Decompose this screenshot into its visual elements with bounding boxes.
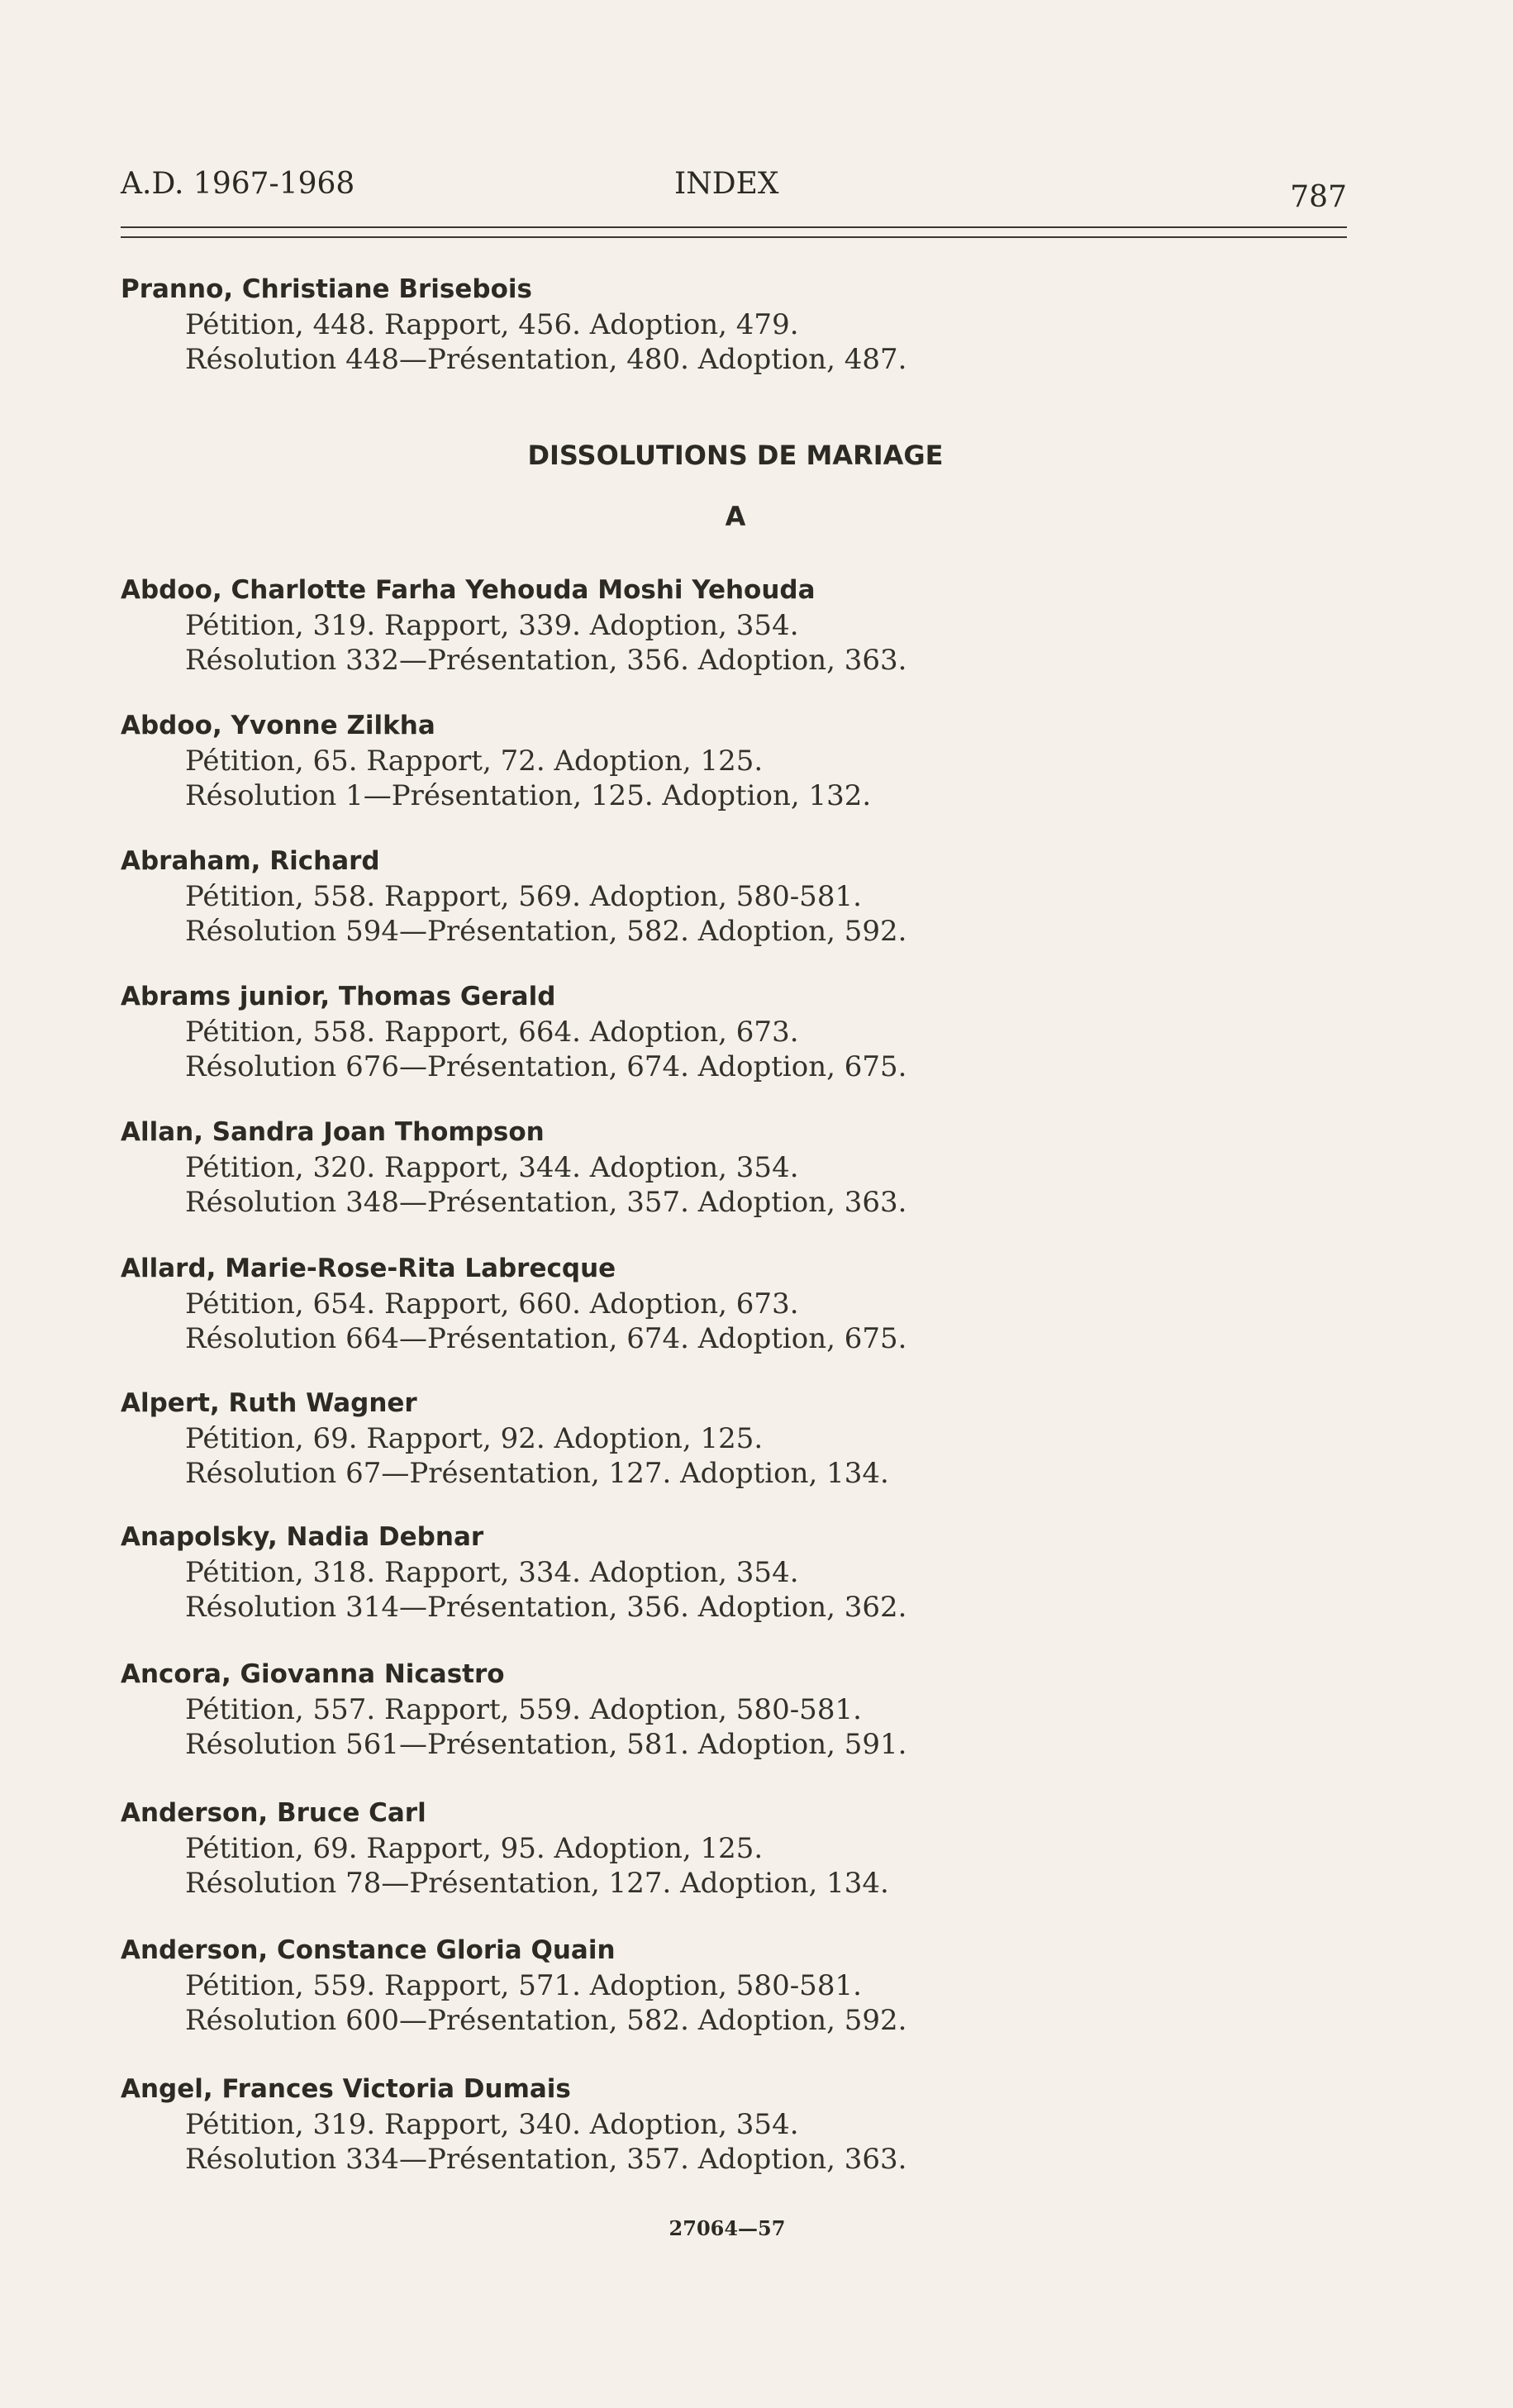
entry-petition-line: Pétition, 69. Rapport, 92. Adoption, 125. xyxy=(185,1422,764,1455)
entry-name: Anderson, Constance Gloria Quain xyxy=(121,1935,616,1965)
index-entry xyxy=(121,707,1344,813)
section-letter: A xyxy=(725,501,746,532)
entry-resolution-line: Résolution 561—Présentation, 581. Adoption, 591. xyxy=(185,1728,907,1761)
entry-resolution-line: Résolution 67—Présentation, 127. Adoption, 134. xyxy=(185,1457,889,1490)
index-entry xyxy=(121,2071,1344,2177)
header-rule-top xyxy=(121,226,1347,228)
index-entry xyxy=(121,1519,1344,1625)
index-entry xyxy=(121,1250,1344,1356)
entry-petition-line: Pétition, 319. Rapport, 340. Adoption, 354. xyxy=(185,2108,799,2141)
entry-petition-line: Pétition, 558. Rapport, 664. Adoption, 673. xyxy=(185,1016,799,1049)
index-entry xyxy=(121,1795,1344,1901)
entry-name: Pranno, Christiane Brisebois xyxy=(121,274,532,304)
section-title: DISSOLUTIONS DE MARIAGE xyxy=(527,440,944,471)
entry-resolution-line: Résolution 1—Présentation, 125. Adoption, 132. xyxy=(185,779,872,812)
entry-resolution-line: Résolution 332—Présentation, 356. Adoption, 363. xyxy=(185,644,907,677)
index-entry-pranno xyxy=(121,271,1344,377)
entry-resolution-line: Résolution 334—Présentation, 357. Adoption, 363. xyxy=(185,2143,907,2176)
entry-petition-line: Pétition, 65. Rapport, 72. Adoption, 125. xyxy=(185,745,764,778)
entry-name: Alpert, Ruth Wagner xyxy=(121,1388,417,1418)
index-entry xyxy=(121,843,1344,949)
index-entry xyxy=(121,572,1344,678)
entry-resolution-line: Résolution 314—Présentation, 356. Adoption, 362. xyxy=(185,1591,907,1624)
index-entry xyxy=(121,1656,1344,1762)
entry-name: Allan, Sandra Joan Thompson xyxy=(121,1117,545,1147)
header-rule-bottom xyxy=(121,236,1347,238)
entry-petition-line: Pétition, 318. Rapport, 334. Adoption, 354. xyxy=(185,1556,799,1589)
index-entry xyxy=(121,978,1344,1084)
entry-name: Anapolsky, Nadia Debnar xyxy=(121,1522,484,1552)
entry-name: Angel, Frances Victoria Dumais xyxy=(121,2074,571,2104)
index-entry xyxy=(121,1932,1344,2038)
entry-petition-line: Pétition, 69. Rapport, 95. Adoption, 125. xyxy=(185,1832,764,1865)
header-title: INDEX xyxy=(674,167,779,201)
entry-name: Abdoo, Charlotte Farha Yehouda Moshi Yehouda xyxy=(121,575,816,605)
entry-resolution-line: Résolution 676—Présentation, 674. Adoption, 675. xyxy=(185,1050,907,1083)
entry-resolution-line: Résolution 78—Présentation, 127. Adoption, 134. xyxy=(185,1867,889,1900)
entry-name: Abdoo, Yvonne Zilkha xyxy=(121,711,435,740)
entry-name: Abraham, Richard xyxy=(121,846,380,876)
entry-resolution-line: Résolution 348—Présentation, 357. Adoption, 363. xyxy=(185,1186,907,1219)
header-years: A.D. 1967-1968 xyxy=(121,167,355,201)
entry-petition-line: Pétition, 654. Rapport, 660. Adoption, 673. xyxy=(185,1287,799,1321)
page-header xyxy=(121,162,1347,220)
entry-petition-line: Pétition, 557. Rapport, 559. Adoption, 580-581. xyxy=(185,1693,862,1726)
entry-name: Anderson, Bruce Carl xyxy=(121,1798,426,1828)
entry-petition-line: Pétition, 320. Rapport, 344. Adoption, 354. xyxy=(185,1151,799,1184)
index-entry xyxy=(121,1114,1344,1220)
entry-petition-line: Pétition, 558. Rapport, 569. Adoption, 580-581. xyxy=(185,880,862,913)
entry-name: Abrams junior, Thomas Gerald xyxy=(121,982,556,1011)
entry-resolution-line: Résolution 664—Présentation, 674. Adoption, 675. xyxy=(185,1322,907,1355)
entry-petition-line: Pétition, 319. Rapport, 339. Adoption, 354. xyxy=(185,609,799,642)
entry-resolution-line: Résolution 600—Présentation, 582. Adoption, 592. xyxy=(185,2004,907,2037)
index-entry xyxy=(121,1385,1344,1491)
entry-name: Ancora, Giovanna Nicastro xyxy=(121,1659,505,1689)
entry-petition-line: Pétition, 559. Rapport, 571. Adoption, 580-581. xyxy=(185,1969,862,2002)
signature-mark: 27064—57 xyxy=(668,2216,786,2240)
entry-petition-line: Pétition, 448. Rapport, 456. Adoption, 479. xyxy=(185,308,799,341)
entry-resolution-line: Résolution 594—Présentation, 582. Adoption, 592. xyxy=(185,915,907,948)
entry-resolution-line: Résolution 448—Présentation, 480. Adoption, 487. xyxy=(185,343,907,376)
entry-name: Allard, Marie-Rose-Rita Labrecque xyxy=(121,1254,616,1283)
page-number: 787 xyxy=(1290,180,1347,214)
